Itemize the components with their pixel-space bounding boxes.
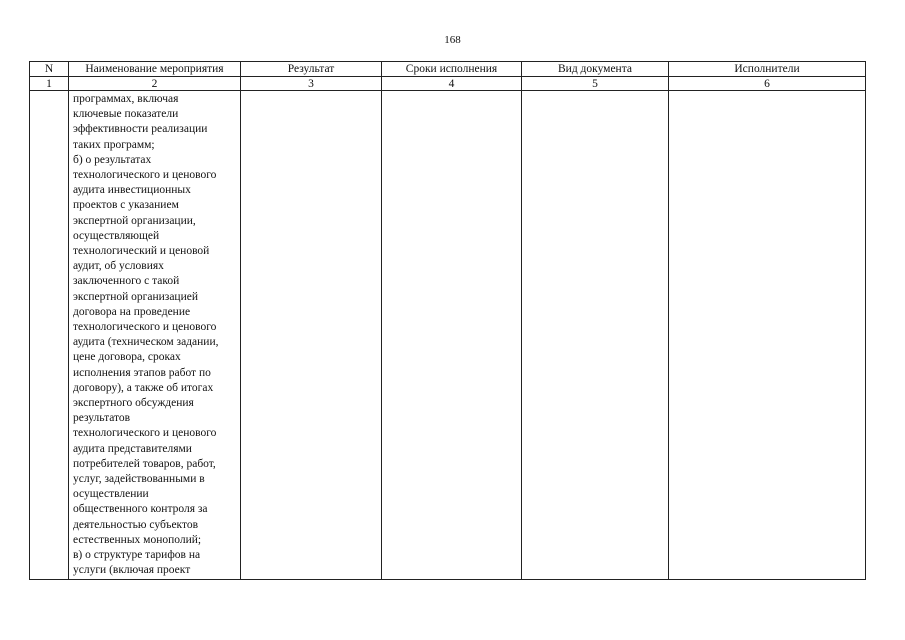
text-line: технологического и ценового (73, 427, 217, 440)
text-line: общественного контроля за (73, 503, 208, 516)
text-line: договору), а также об итогах (73, 381, 214, 394)
text-line: экспертной организацией (73, 290, 199, 303)
text-line: естественных монополий; (73, 533, 202, 546)
text-line: потребителей товаров, работ, (73, 457, 216, 470)
cell-event-name (69, 91, 241, 580)
cell-deadlines (382, 91, 522, 580)
text-line: исполнения этапов работ по (73, 366, 211, 379)
text-line: экспертного обсуждения (73, 397, 194, 410)
header-result: Результат (241, 62, 382, 77)
text-line: программах, включая (73, 93, 179, 105)
text-line: аудита инвестиционных (73, 184, 191, 197)
text-line: услуги (включая проект (73, 564, 191, 577)
column-number: 1 (30, 77, 69, 91)
text-line: цене договора, сроках (73, 351, 181, 364)
text-line: эффективности реализации (73, 123, 208, 136)
text-line: экспертной организации, (73, 214, 196, 227)
text-line: деятельностью субъектов (73, 518, 199, 531)
text-line: заключенного с такой (73, 275, 180, 288)
header-n: N (30, 62, 69, 77)
text-line: осуществляющей (73, 229, 160, 242)
text-line: технологический и ценовой (73, 245, 210, 258)
text-line: проектов с указанием (73, 199, 179, 212)
text-line: в) о структуре тарифов на (73, 549, 201, 562)
header-event-name: Наименование мероприятия (69, 62, 241, 77)
text-line: осуществлении (73, 488, 149, 501)
column-number: 5 (522, 77, 669, 91)
text-line: б) о результатах (73, 153, 152, 166)
table-row (30, 91, 866, 580)
text-line: результатов (73, 412, 131, 425)
cell-result (241, 91, 382, 580)
text-line: технологического и ценового (73, 169, 217, 182)
column-number: 4 (382, 77, 522, 91)
document-table (29, 61, 866, 580)
header-deadlines: Сроки исполнения (382, 62, 522, 77)
text-line: технологического и ценового (73, 321, 217, 334)
column-number: 3 (241, 77, 382, 91)
cell-n (30, 91, 69, 580)
header-document-type: Вид документа (522, 62, 669, 77)
event-description-text (69, 91, 240, 579)
cell-document-type (522, 91, 669, 580)
column-number-row (30, 77, 866, 91)
column-number: 2 (69, 77, 241, 91)
text-line: договора на проведение (73, 305, 191, 318)
text-line: услуг, задействованными в (73, 473, 205, 486)
text-line: аудит, об условиях (73, 260, 164, 273)
header-executors: Исполнители (669, 62, 866, 77)
column-number: 6 (669, 77, 866, 91)
cell-executors (669, 91, 866, 580)
page-number: 168 (444, 34, 461, 46)
text-line: таких программ; (73, 138, 155, 151)
text-line: аудита (техническом задании, (73, 336, 219, 349)
text-line: аудита представителями (73, 442, 192, 455)
table-header-row (30, 62, 866, 77)
text-line: ключевые показатели (73, 108, 179, 121)
